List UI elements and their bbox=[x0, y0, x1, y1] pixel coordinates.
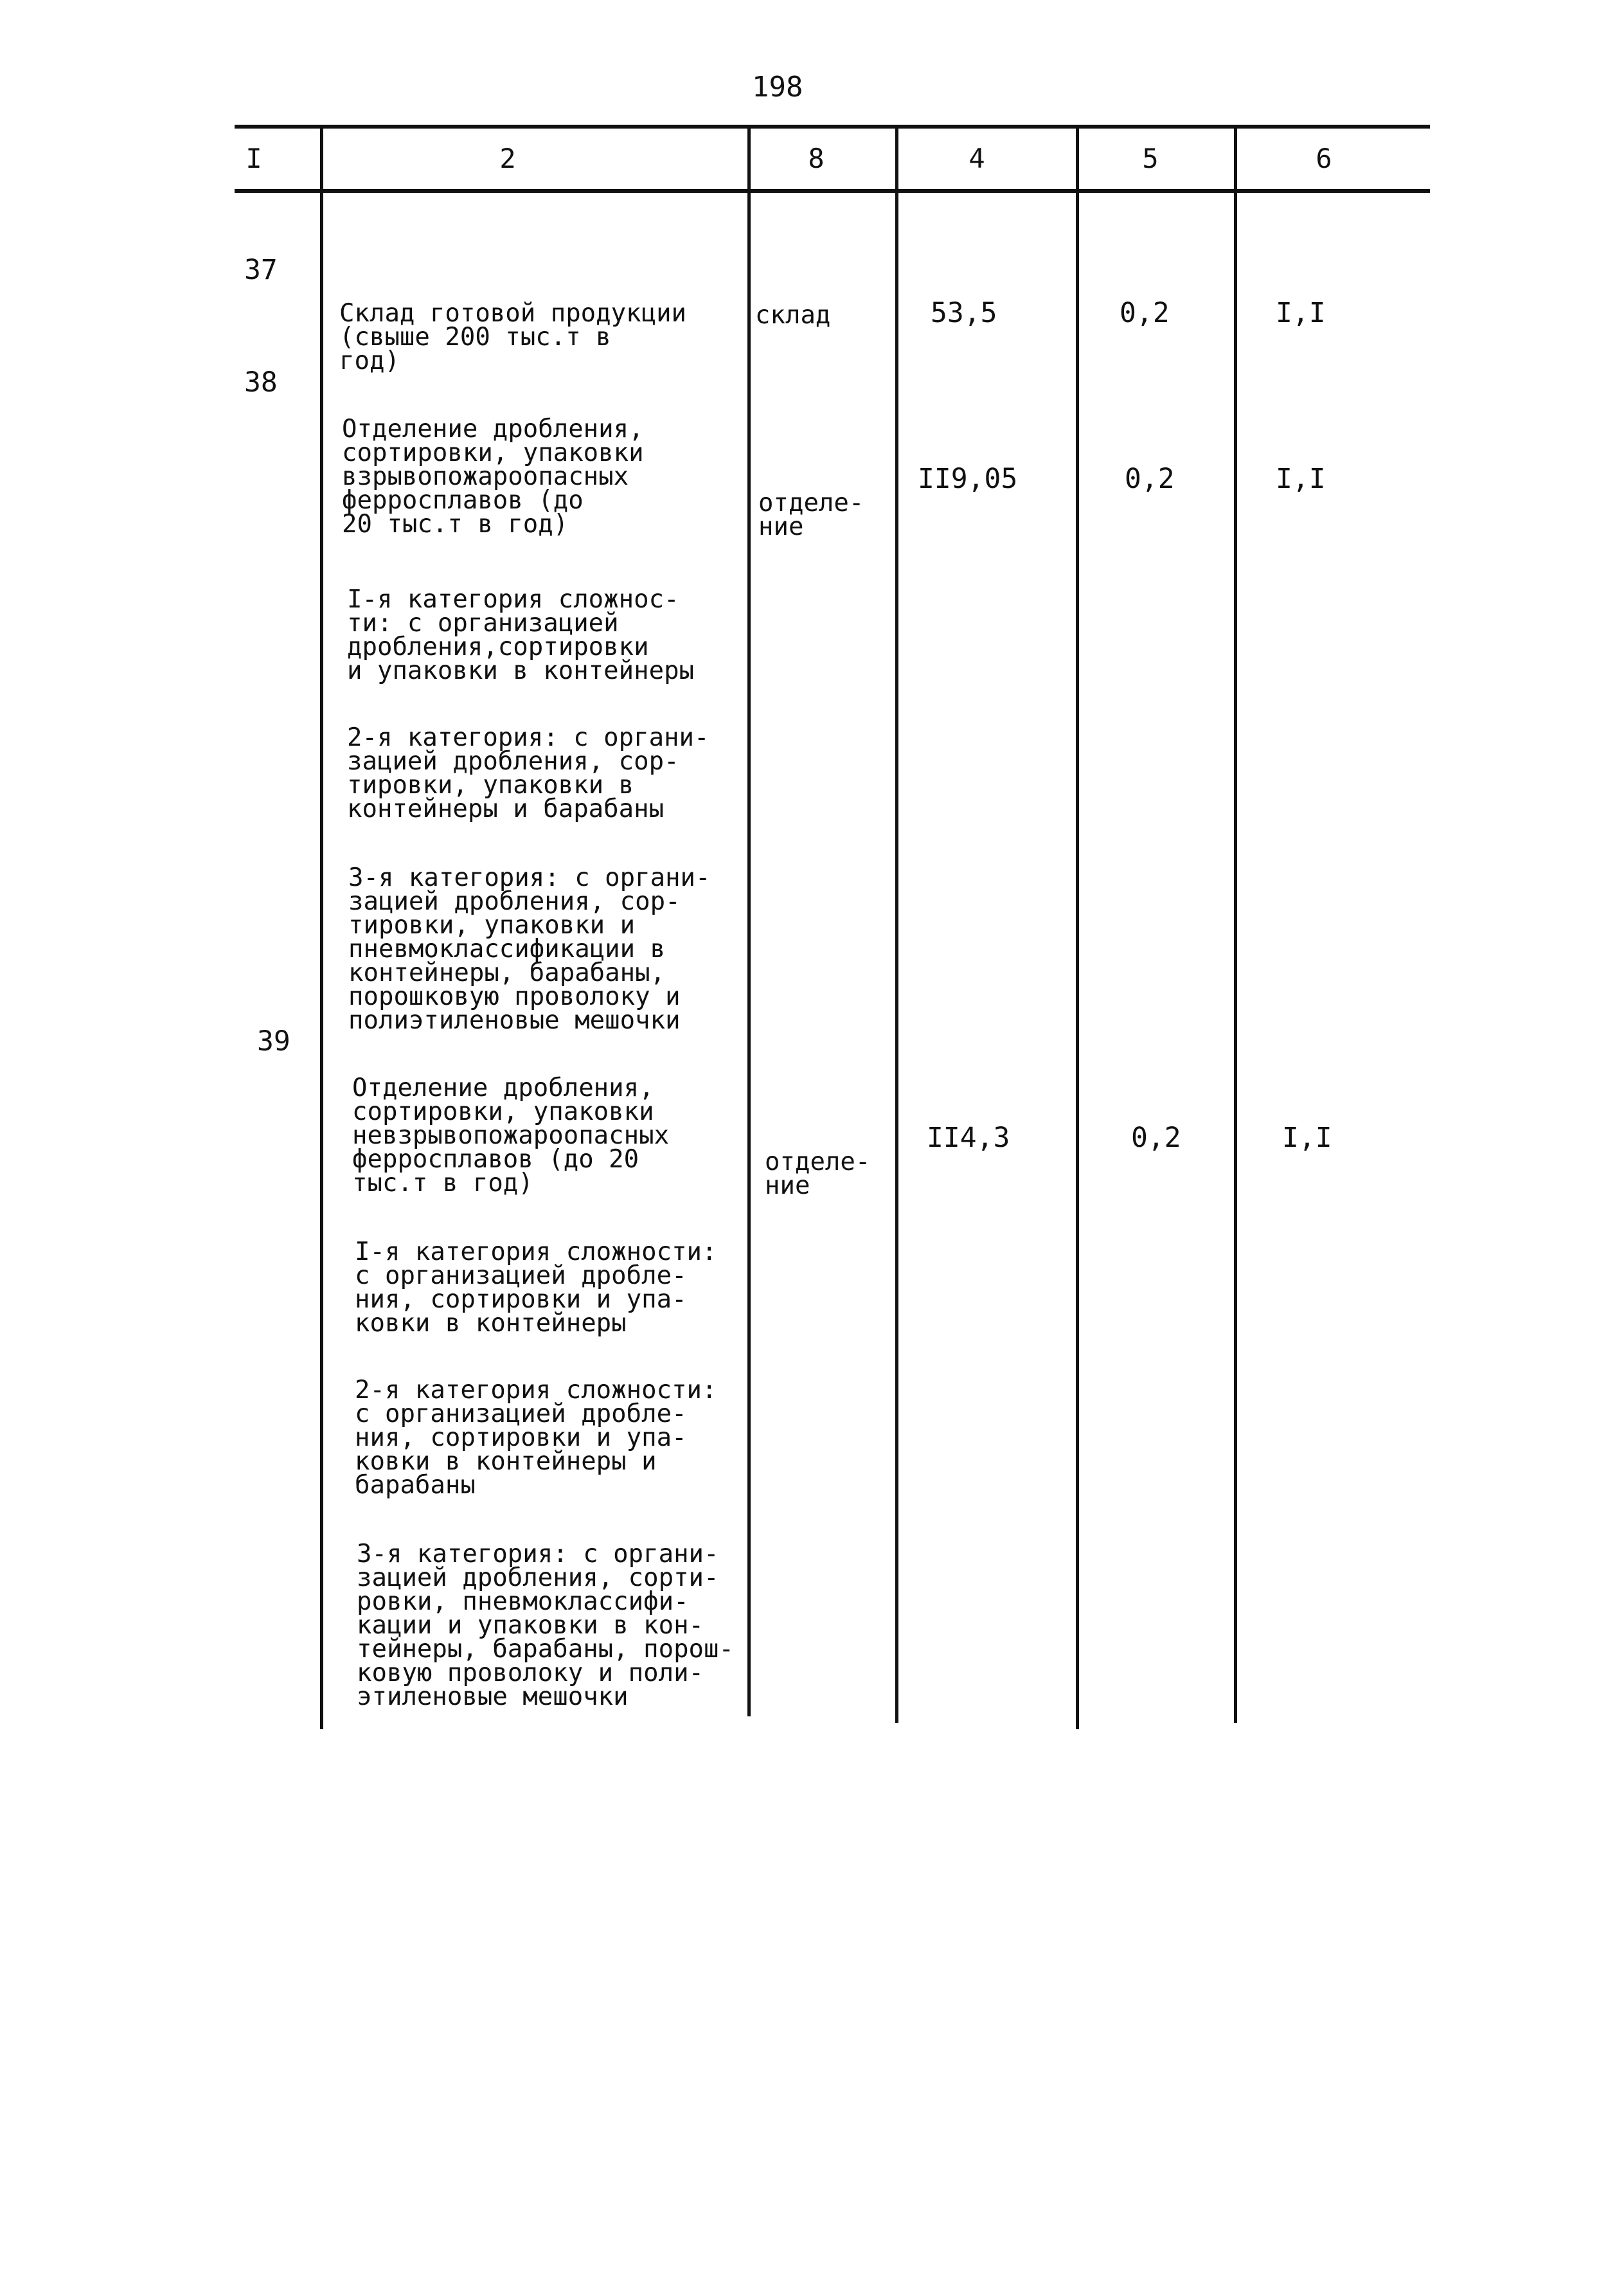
column-divider-3-4 bbox=[895, 129, 898, 1723]
row-39-category-2: 2-я категория сложности: с организацией дробле- ния, сортировки и упа- ковки в контейнеры и барабаны bbox=[355, 1376, 717, 1500]
column-divider-2-3 bbox=[747, 129, 751, 1716]
row-38-unit: отделе- ние bbox=[758, 489, 864, 541]
row-37-number: 37 bbox=[244, 254, 278, 286]
row-38-category-1: I-я категория сложнос- ти: с организацией дробления,сортировки и упаковки в контейнеры bbox=[347, 585, 695, 685]
row-39-col5: 0,2 bbox=[1131, 1122, 1181, 1154]
row-39-category-1: I-я категория сложности: с организацией дробле- ния, сортировки и упа- ковки в контейнеры bbox=[355, 1237, 717, 1338]
row-37-col5: 0,2 bbox=[1120, 297, 1170, 329]
row-37-value: 53,5 bbox=[931, 297, 997, 329]
header-col-5: 5 bbox=[1142, 143, 1159, 174]
row-39-category-3: 3-я категория: с органи- зацией дробления, сорти- ровки, пневмоклассифи- кации и упаковки в кон- тейнеры, барабаны, порош- ковую проволоку и поли- этиленовые мешочки bbox=[357, 1540, 734, 1711]
row-38-category-2: 2-я категория: с органи- зацией дробления, сор- тировки, упаковки в контейнеры и барабаны bbox=[347, 723, 709, 823]
row-38-col6: I,I bbox=[1276, 463, 1326, 495]
row-37-name: Склад готовой продукции (свыше 200 тыс.т в год) bbox=[339, 299, 687, 375]
header-col-6: 6 bbox=[1316, 143, 1332, 174]
row-38-value: II9,05 bbox=[918, 463, 1018, 495]
header-col-4: 4 bbox=[968, 143, 985, 174]
page-number: 198 bbox=[752, 71, 803, 103]
row-39-value: II4,3 bbox=[927, 1122, 1010, 1154]
row-39-col6: I,I bbox=[1282, 1122, 1332, 1154]
header-col-3: 8 bbox=[808, 143, 825, 174]
header-col-2: 2 bbox=[499, 143, 516, 174]
row-39-unit: отделе- ние bbox=[765, 1147, 871, 1200]
column-divider-4-5 bbox=[1076, 129, 1079, 1729]
column-divider-5-6 bbox=[1234, 129, 1237, 1723]
row-38-category-3: 3-я категория: с органи- зацией дробления, сор- тировки, упаковки и пневмоклассификации в контейнеры, барабаны, порошковую проволоку и полиэтиленовые мешочки bbox=[348, 863, 711, 1035]
header-col-1: I bbox=[245, 143, 262, 174]
row-38-col5: 0,2 bbox=[1125, 463, 1175, 495]
row-38-number: 38 bbox=[244, 366, 278, 399]
row-37-col6: I,I bbox=[1276, 297, 1326, 329]
row-39-number: 39 bbox=[257, 1025, 290, 1057]
top-rule bbox=[235, 125, 1430, 129]
row-39-name: Отделение дробления, сортировки, упаковки невзрывопожароопасных ферросплавов (до 20 тыс.т в год) bbox=[352, 1074, 670, 1198]
row-37-unit: склад bbox=[755, 301, 831, 330]
header-rule bbox=[235, 189, 1430, 193]
column-divider-1-2 bbox=[320, 129, 323, 1729]
row-38-name: Отделение дробления, сортировки, упаковки взрывопожароопасных ферросплавов (до 20 тыс.т в год) bbox=[342, 415, 644, 539]
